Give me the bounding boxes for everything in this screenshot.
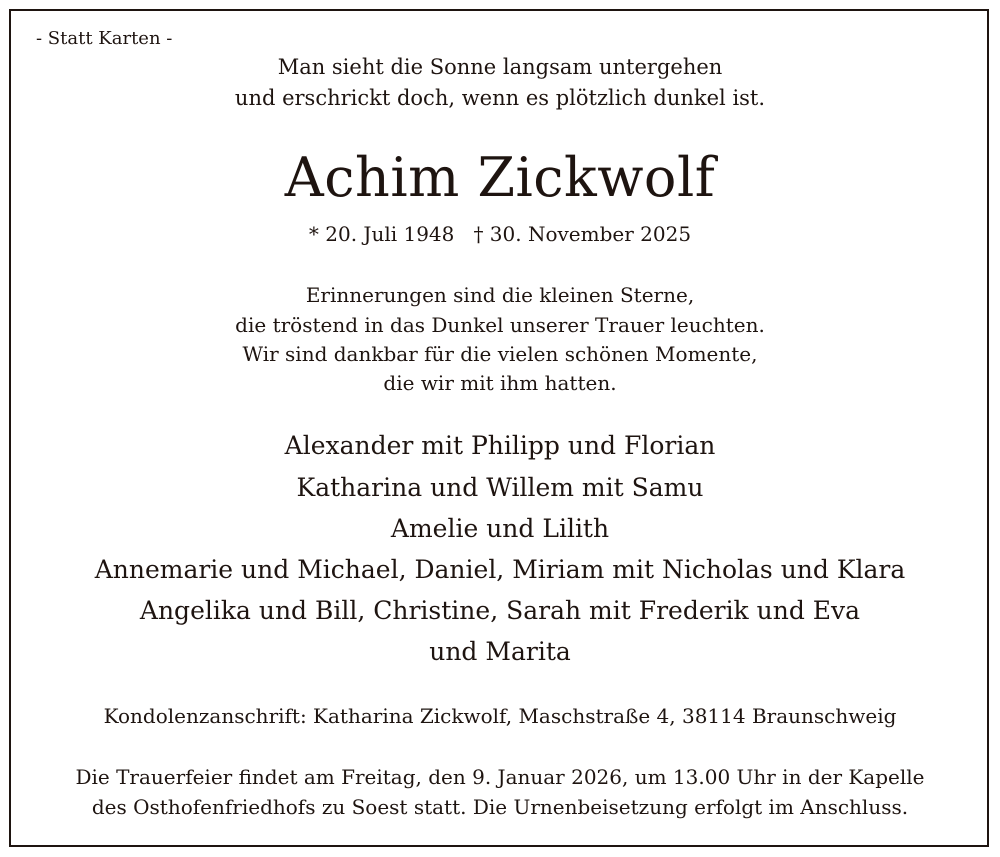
- mourner-line-5: Angelika und Bill, Christine, Sarah mit Frederik und Eva: [139, 596, 861, 625]
- opening-verse-line-2: und erschrickt doch, wenn es plötzlich dunkel ist.: [234, 86, 766, 110]
- mourner-line-3: Amelie und Lilith: [390, 514, 610, 543]
- memory-verse-line-1: Erinnerungen sind die kleinen Sterne,: [305, 283, 695, 307]
- mourner-line-2: Katharina und Willem mit Samu: [296, 473, 704, 502]
- condolence-address: Kondolenzanschrift: Katharina Zickwolf, Maschstraße 4, 38114 Braunschweig: [103, 704, 897, 728]
- life-dates: * 20. Juli 1948 † 30. November 2025: [308, 222, 692, 246]
- deceased-name: Achim Zickwolf: [284, 146, 716, 209]
- ceremony-line-2: des Osthofenfriedhofs zu Soest statt. Die Urnenbeisetzung erfolgt im Anschluss.: [91, 795, 909, 819]
- mourner-line-1: Alexander mit Philipp und Florian: [284, 431, 716, 460]
- ceremony-line-1: Die Trauerfeier findet am Freitag, den 9. Januar 2026, um 13.00 Uhr in der Kapelle: [75, 765, 925, 789]
- statt-karten-label: - Statt Karten -: [36, 28, 173, 49]
- memory-verse-line-2: die tröstend in das Dunkel unserer Trauer leuchten.: [235, 313, 765, 337]
- memory-verse-line-3: Wir sind dankbar für die vielen schönen Momente,: [242, 342, 758, 366]
- mourner-line-6: und Marita: [429, 637, 571, 666]
- mourner-line-4: Annemarie und Michael, Daniel, Miriam mit Nicholas und Klara: [94, 555, 906, 584]
- opening-verse-line-1: Man sieht die Sonne langsam untergehen: [277, 55, 723, 79]
- memory-verse-line-4: die wir mit ihm hatten.: [383, 371, 617, 395]
